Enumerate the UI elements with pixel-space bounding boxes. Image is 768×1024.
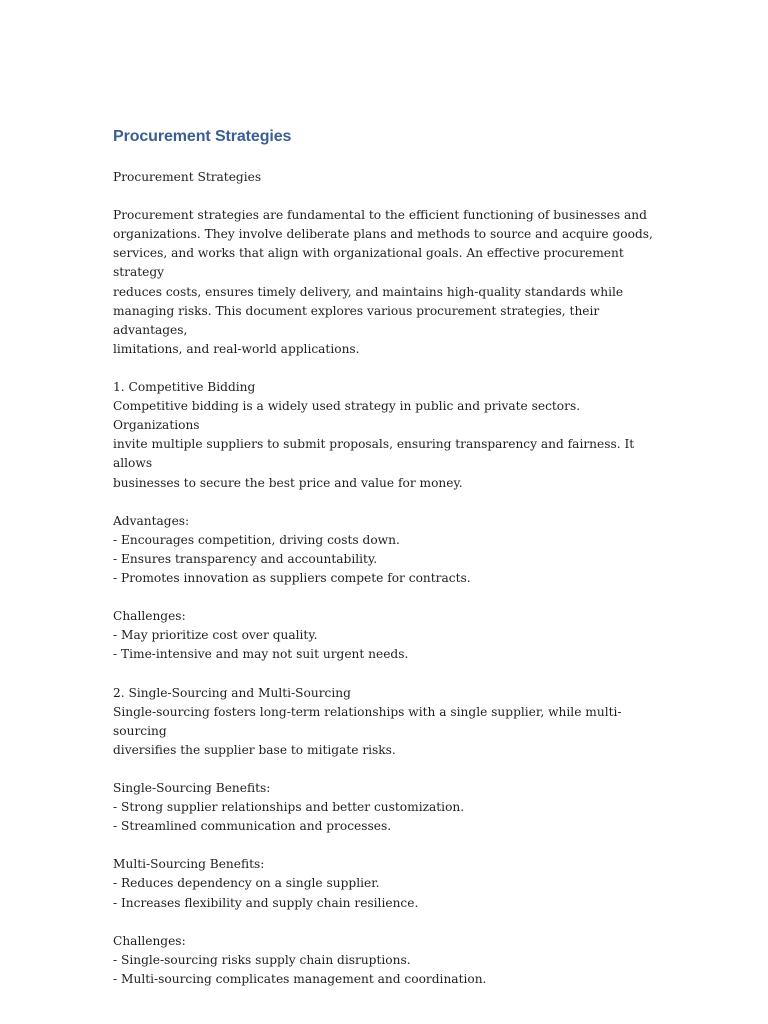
list-item: - Reduces dependency on a single supplier.: [113, 876, 380, 891]
advantages-list: [113, 512, 658, 588]
list-item: - Strong supplier relationships and better customization.: [113, 800, 465, 815]
document-page: [113, 124, 658, 989]
list-item: - Ensures transparency and accountability.: [113, 551, 378, 566]
sourcing-challenges-list: [113, 932, 658, 989]
section-competitive-bidding: [113, 378, 658, 493]
section-heading: 1. Competitive Bidding: [113, 380, 256, 395]
list-item: - Encourages competition, driving costs down.: [113, 532, 400, 547]
list-item: - Single-sourcing risks supply chain disruptions.: [113, 952, 411, 967]
list-item: - Increases flexibility and supply chain resilience.: [113, 895, 419, 910]
single-sourcing-benefits-list: [113, 779, 658, 836]
list-label: Single-Sourcing Benefits:: [113, 781, 271, 795]
list-label: Challenges:: [113, 933, 186, 948]
list-label: Challenges:: [113, 609, 186, 624]
list-item: - Multi-sourcing complicates management and coordination.: [113, 971, 487, 986]
list-item: - Promotes innovation as suppliers compete for contracts.: [113, 570, 471, 585]
section-single-multi-sourcing: [113, 684, 658, 760]
list-item: - Streamlined communication and processes.: [113, 819, 392, 834]
section-paragraph: Competitive bidding is a widely used strategy in public and private sectors. Organizations invite multiple suppliers to submit proposals, ensuring transparency and fairness. It allows businesses to secure the best price and value for money.: [113, 399, 635, 490]
section-paragraph: Single-sourcing fosters long-term relationships with a single supplier, while multi-sourcing diversifies the supplier base to mitigate risks.: [113, 704, 622, 757]
document-subtitle: Procurement Strategies: [113, 170, 262, 184]
intro-paragraph: Procurement strategies are fundamental to the efficient functioning of businesses and organizations. They involve deliberate plans and methods to source and acquire goods, services, and works that align with organizational goals. An effective procurement strategy reduces costs, ensures timely delivery, and maintains high-quality standards while managing risks. This document explores various procurement strategies, their advantages, limitations, and real-world applications.: [113, 208, 653, 356]
list-item: - May prioritize cost over quality.: [113, 628, 318, 643]
challenges-list: [113, 607, 658, 664]
list-label: Multi-Sourcing Benefits:: [113, 857, 265, 872]
list-item: - Time-intensive and may not suit urgent needs.: [113, 647, 409, 662]
section-heading: 2. Single-Sourcing and Multi-Sourcing: [113, 685, 351, 700]
document-title: Procurement Strategies: [113, 128, 292, 145]
list-label: Advantages:: [113, 513, 190, 528]
multi-sourcing-benefits-list: [113, 855, 658, 912]
